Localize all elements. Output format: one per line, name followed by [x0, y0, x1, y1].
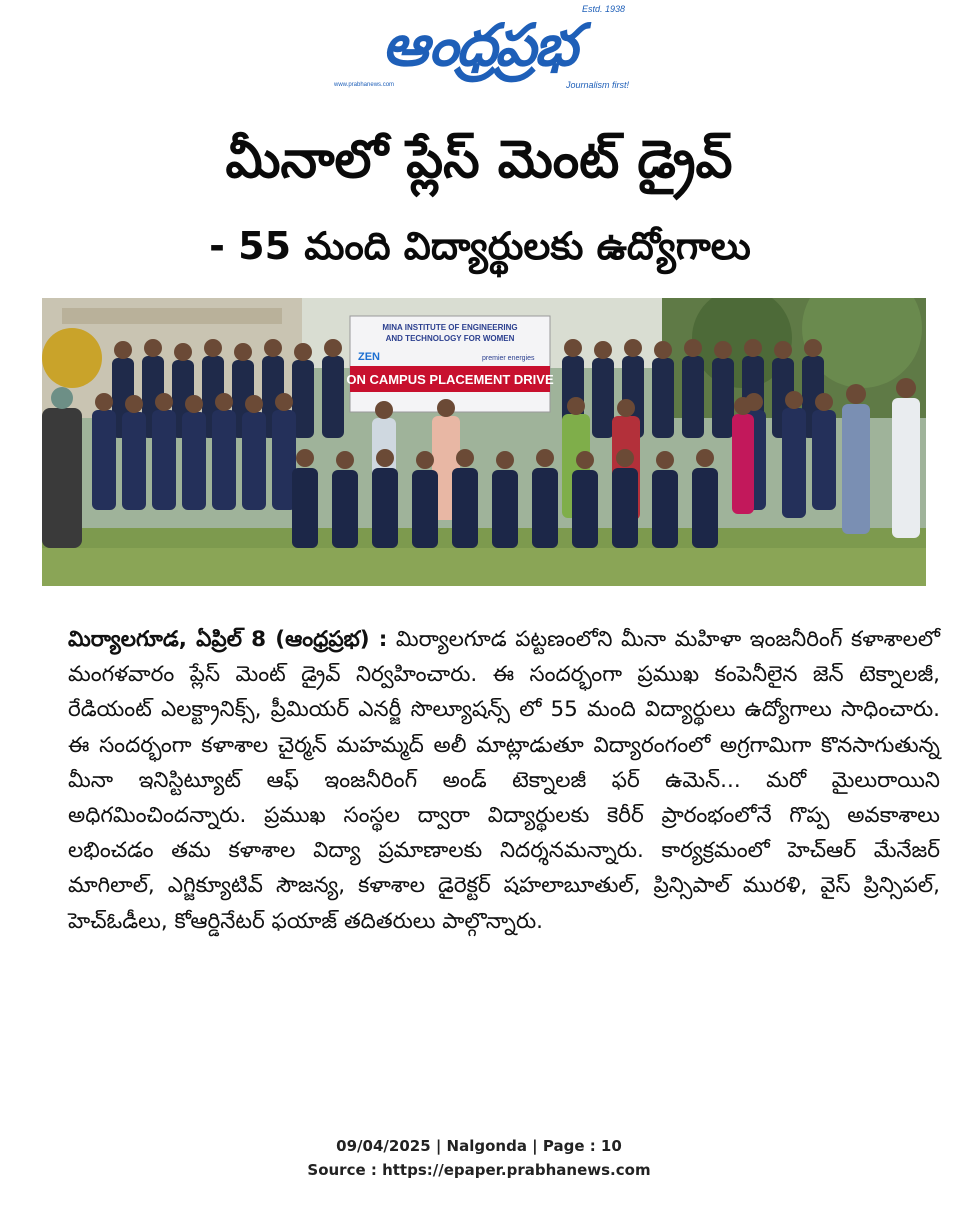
banner-logo-zen: ZEN — [358, 351, 380, 363]
logo-wordmark: ఆంధ్రప్రభ — [382, 11, 576, 79]
masthead-logo — [300, 4, 660, 94]
page-footer — [0, 1134, 958, 1182]
banner-title: ON CAMPUS PLACEMENT DRIVE — [346, 372, 554, 387]
footer-source: Source : https://epaper.prabhanews.com — [307, 1161, 651, 1179]
estd-label: Estd. 1938 — [582, 4, 626, 14]
group-photo — [42, 298, 926, 586]
article-body-text: మిర్యాలగూడ పట్టణంలోని మీనా మహిళా ఇంజనీరింగ్ కళాశాలలో మంగళవారం ప్లేస్ మెంట్ డ్రైవ్ నిర్వహించారు. ఈ సందర్భంగా ప్రముఖ కంపెనీలైన జెన్ టెక్నాలజీ, రేడియంట్ ఎలక్ట్రానిక్స్, ప్రీమియర్ ఎనర్జీ సొల్యూషన్స్ లో 55 మంది విద్యార్థులు ఉద్యోగాలు సాధించారు. ఈ సందర్భంగా కళాశాల చైర్మన్ మహమ్మద్ అలీ మాట్లాడుతూ విద్యారంగంలో అగ్రగామిగా కొనసాగుతున్న మీనా ఇనిస్టిట్యూట్ ఆఫ్ ఇంజనీరింగ్ అండ్ టెక్నాలజీ ఫర్ ఉమెన్... మరో మైలురాయిని అధిగమించిందన్నారు. ప్రముఖ సంస్థల ద్వారా విద్యార్థులకు కెరీర్ ప్రారంభంలోనే గొప్ప అవకాశాలు లభించడం తమ కళాశాల విద్యా ప్రమాణాలకు నిదర్శనమన్నారు. కార్యక్రమంలో హెచ్ఆర్ మేనేజర్ మాగిలాల్, ఎగ్జిక్యూటివ్ సౌజన్య, కళాశాల డైరెక్టర్ షహలాబూతుల్, ప్రిన్సిపాల్ మురళి, వైస్ ప్రిన్సిపల్, హెచ్ఓడీలు, కోఆర్డినేటర్ ఫయాజ్ తదితరులు పాల్గొన్నారు. — [68, 627, 940, 934]
footer-date-edition: 09/04/2025 | Nalgonda | Page : 10 — [336, 1137, 622, 1155]
banner-line1: MINA INSTITUTE OF ENGINEERING — [382, 323, 518, 332]
motto-label: Journalism first! — [566, 80, 630, 90]
headline: మీనాలో ప్లేస్ మెంట్ డ్రైవ్ — [225, 130, 733, 190]
banner-line2: AND TECHNOLOGY FOR WOMEN — [385, 334, 515, 343]
article-body — [68, 622, 940, 939]
dateline: మిర్యాలగూడ, ఏప్రిల్ 8 (ఆంధ్రప్రభ) : — [68, 627, 388, 652]
banner-logo-premier: premier energies — [482, 355, 535, 362]
subheadline: - 55 మంది విద్యార్థులకు ఉద్యోగాలు — [209, 224, 751, 268]
website-label: www.prabhanews.com — [334, 82, 395, 88]
